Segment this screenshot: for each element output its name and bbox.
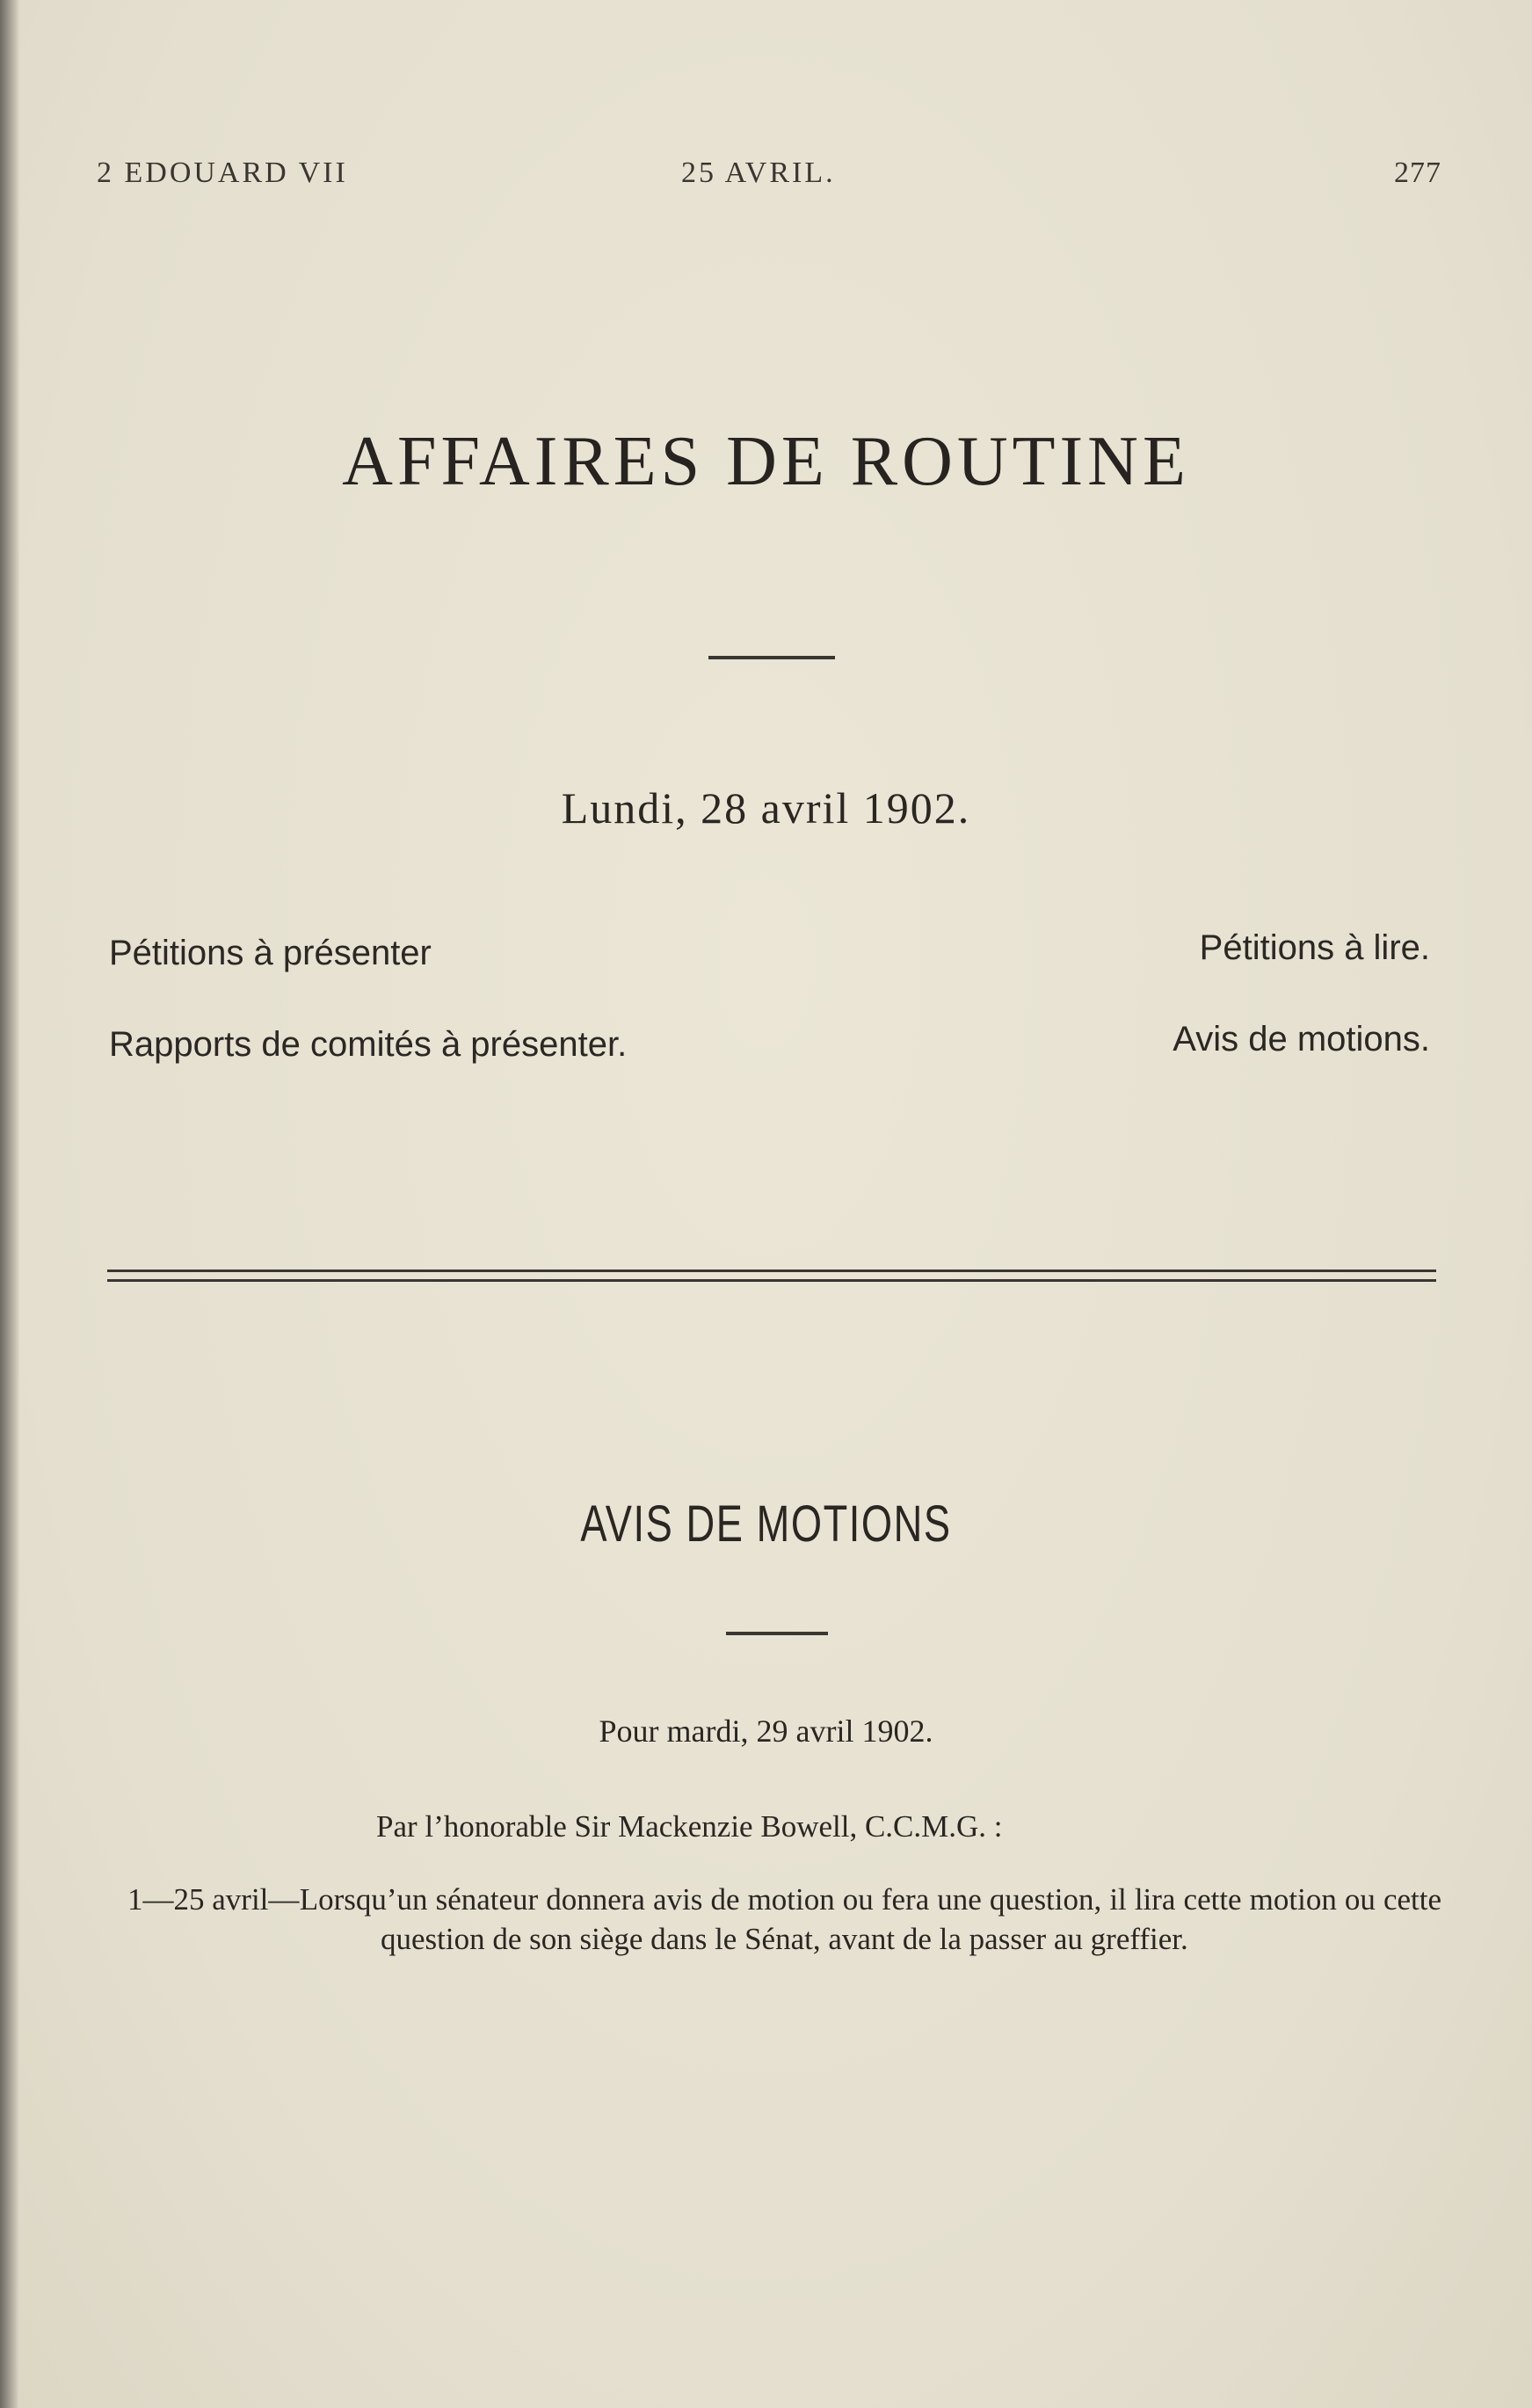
section-title: AVIS DE MOTIONS [580, 1495, 952, 1553]
book-binding-edge [0, 0, 19, 2408]
motion-number: 1—25 avril— [127, 1882, 300, 1917]
motion-text: Lorsqu’un sénateur donnera avis de motion ou fera une question, il lira cette motion ou cette question de son siège dans le Sénat, avant de la passer au greffier. [299, 1882, 1441, 1956]
section-divider [107, 1269, 1436, 1282]
routine-petitions-presenter: Pétitions à présenter [109, 934, 432, 972]
motion-text-block [127, 1880, 1441, 1959]
running-head [97, 156, 1441, 200]
page-number: 277 [1394, 156, 1441, 189]
session-date: Lundi, 28 avril 1902. [561, 783, 971, 833]
motion-byline: Par l’honorable Sir Mackenzie Bowell, C.C.M.G. : [376, 1809, 1003, 1844]
motion-date: Pour mardi, 29 avril 1902. [599, 1713, 933, 1749]
running-head-left: 2 EDOUARD VII [97, 156, 348, 189]
routine-petitions-lire: Pétitions à lire. [1199, 928, 1430, 967]
section-title-rule [726, 1632, 828, 1635]
routine-rapports: Rapports de comités à présenter. [109, 1025, 628, 1064]
running-head-center: 25 AVRIL. [681, 156, 836, 189]
routine-avis: Avis de motions. [1173, 1020, 1430, 1059]
title-rule [708, 656, 835, 659]
page-title: AFFAIRES DE ROUTINE [342, 423, 1190, 500]
